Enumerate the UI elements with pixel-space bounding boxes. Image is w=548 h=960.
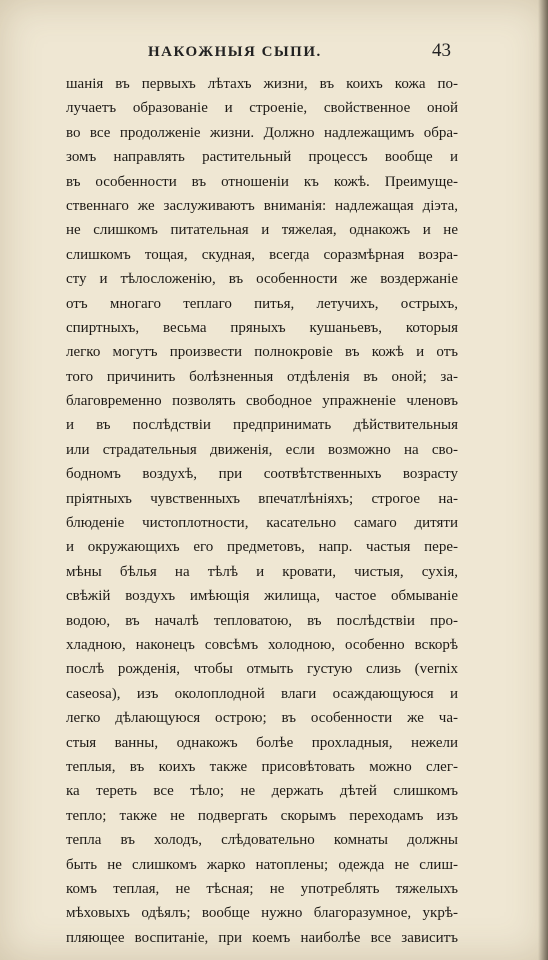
page-number: 43: [432, 40, 451, 61]
text-line: шанія въ первыхъ лѣтахъ жизни, въ коихъ кожа по-: [66, 76, 458, 92]
text-line: мѣны бѣлья на тѣлѣ и кровати, чистыя, сухія,: [66, 563, 458, 580]
text-line: пляющее воспитаніе, при коемъ наиболѣе все зависитъ: [66, 929, 458, 946]
text-line: въ особенности въ отношеніи къ кожѣ. Преимуще-: [66, 173, 458, 190]
text-line: или страдательныя движенія, если возможно на сво-: [66, 441, 458, 458]
text-line: благовременно позволять свободное упражненіе членовъ: [66, 393, 458, 410]
running-title: НАКОЖНЫЯ СЫПИ.: [148, 44, 322, 60]
text-line: быть не слишкомъ жарко натоплены; одежда не слиш-: [66, 856, 458, 873]
text-line: слишкомъ тощая, скудная, всегда соразмѣрная возра-: [66, 246, 458, 263]
text-line: свѣжій воздухъ имѣющія жилища, частое обмываніе: [66, 588, 458, 605]
text-line: блюденіе чистоплотности, касательно самаго дитяти: [66, 515, 458, 532]
text-line: спиртныхъ, весьма пряныхъ кушаньевъ, которыя: [66, 319, 458, 336]
text-line: хладною, наконецъ совсѣмъ холодною, особенно вскорѣ: [66, 636, 458, 653]
text-line: тепла въ холодъ, слѣдовательно комнаты должны: [66, 832, 458, 849]
text-line: тепло; также не подвергать скорымъ переходамъ изъ: [66, 807, 458, 824]
text-line: отъ многаго теплаго питья, летучихъ, острыхъ,: [66, 295, 458, 312]
text-line: лучаетъ образованіе и строеніе, свойственное оной: [66, 100, 458, 117]
body-text: [66, 72, 458, 950]
text-line: во все продолженіе жизни. Должно надлежащимъ обра-: [66, 124, 458, 141]
text-line: послѣ рожденія, чтобы отмыть густую слизь (vernix: [66, 661, 458, 678]
text-line: сту и тѣлосложенію, въ особенности же воздержаніе: [66, 271, 458, 288]
text-line: бодномъ воздухѣ, при соотвѣтственныхъ возрасту: [66, 466, 458, 483]
text-line: зомъ направлять растительный процессъ вообще и: [66, 149, 458, 166]
text-line: ка тереть все тѣло; не держать дѣтей слишкомъ: [66, 783, 458, 800]
text-line: легко могутъ произвести полнокровіе въ кожѣ и отъ: [66, 344, 458, 361]
text-line: теплыя, въ коихъ также присовѣтовать можно слег-: [66, 758, 458, 775]
text-line: ственнаго же заслуживаютъ вниманія: надлежащая діэта,: [66, 197, 458, 214]
text-line: водою, въ началѣ тепловатою, въ послѣдствіи про-: [66, 612, 458, 629]
text-line: легко дѣлающуюся острою; въ особенности же ча-: [66, 710, 458, 727]
page-header: [0, 40, 548, 66]
text-line: не слишкомъ питательная и тяжелая, однакожъ и не: [66, 222, 458, 239]
text-line: и въ послѣдствіи предпринимать дѣйствительныя: [66, 417, 458, 434]
text-line: мѣховыхъ одѣялъ; вообще нужно благоразумное, укрѣ-: [66, 905, 458, 922]
text-line: того причинить болѣзненныя отдѣленія въ оной; за-: [66, 368, 458, 385]
text-line: стыя ванны, однакожъ болѣе прохладныя, нежели: [66, 734, 458, 751]
text-line: и окружающихъ его предметовъ, напр. частыя пере-: [66, 539, 458, 556]
text-line: caseosa), изъ околоплодной влаги осаждающуюся и: [66, 685, 458, 702]
text-line: пріятныхъ чувственныхъ впечатлѣніяхъ; строгое на-: [66, 490, 458, 507]
text-line: комъ теплая, не тѣсная; не употреблять тяжелыхъ: [66, 880, 458, 897]
